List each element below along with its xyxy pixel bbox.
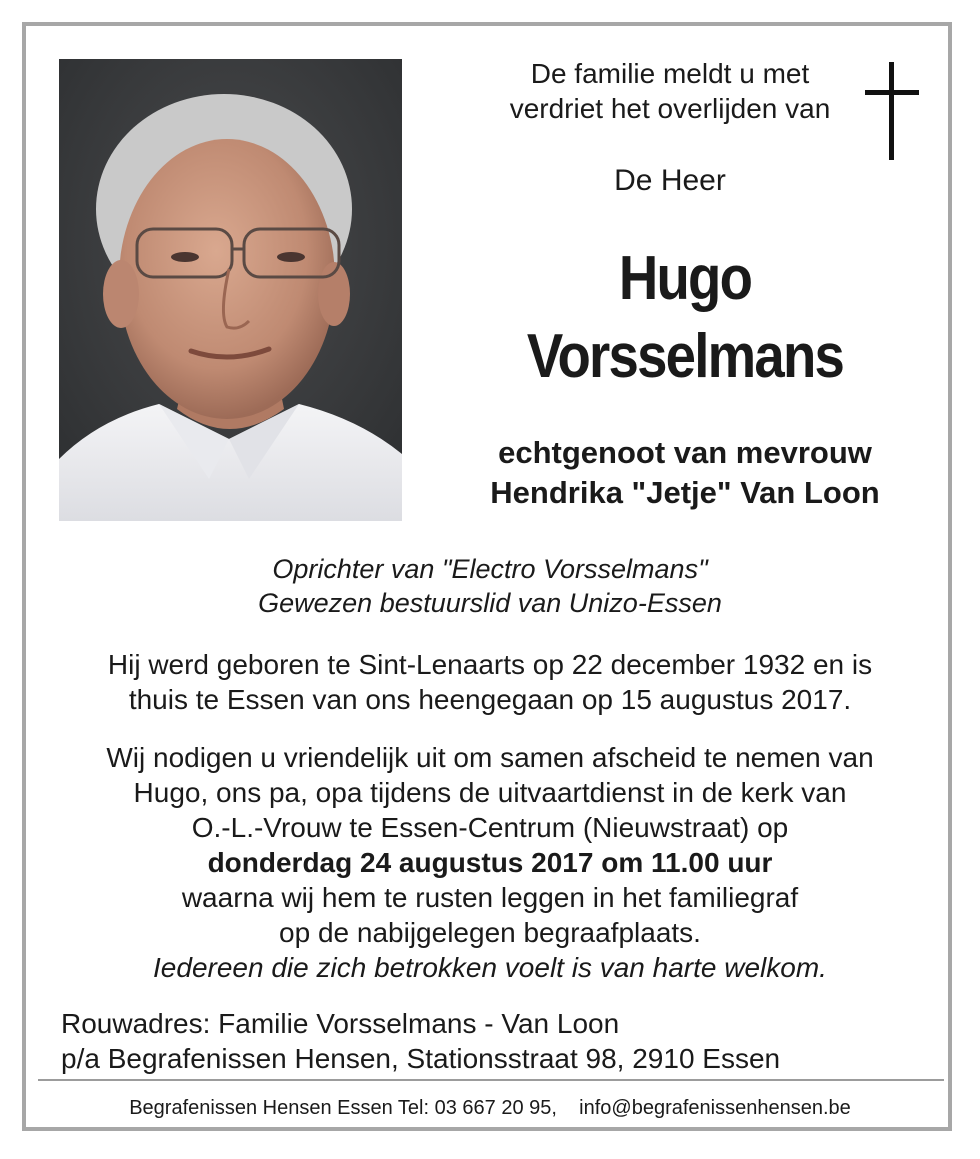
announcement-line-1: De familie meldt u met [530, 58, 810, 89]
invitation-line-2: Hugo, ons pa, opa tijdens de uitvaartdienst in de kerk van [133, 777, 847, 808]
footer-contact: Begrafenissen Hensen Essen Tel: 03 667 20 95, info@begrafenissenhensen.be [129, 1097, 851, 1119]
salutation: De Heer [614, 164, 726, 197]
invitation-line-1: Wij nodigen u vriendelijk uit om samen afscheid te nemen van [106, 742, 874, 773]
birth-death-text [0, 647, 980, 717]
invitation-line-3: O.-L.-Vrouw te Essen-Centrum (Nieuwstraat) op [191, 812, 789, 843]
invitation-line-5: waarna wij hem te rusten leggen in het familiegraf [181, 882, 799, 913]
welcome-line: Iedereen die zich betrokken voelt is van harte welkom. [153, 952, 827, 983]
role-line-1: Oprichter van "Electro Vorsselmans" [272, 554, 708, 584]
address-line-1: Rouwadres: Familie Vorsselmans - Van Loon [61, 1008, 620, 1039]
mourning-address [61, 1006, 941, 1076]
announcement-text [410, 56, 930, 126]
spouse-line-2: Hendrika "Jetje" Van Loon [490, 475, 880, 510]
role-line-2: Gewezen bestuurslid van Unizo-Essen [258, 588, 722, 618]
invitation-line-6: op de nabijgelegen begraafplaats. [279, 917, 701, 948]
funeral-datetime: donderdag 24 augustus 2017 om 11.00 uur [207, 847, 773, 878]
footer-divider [38, 1079, 944, 1081]
funeral-invitation [0, 740, 980, 985]
deceased-first-name: Hugo [618, 244, 752, 313]
deceased-last-name: Vorsselmans [526, 322, 844, 391]
latin-cross-icon [860, 62, 924, 160]
spouse-line-1: echtgenoot van mevrouw [498, 435, 872, 470]
born-line-2: thuis te Essen van ons heengegaan op 15 augustus 2017. [128, 684, 852, 715]
announcement-line-2: verdriet het overlijden van [509, 93, 831, 124]
born-line-1: Hij werd geboren te Sint-Lenaarts op 22 december 1932 en is [107, 649, 873, 680]
spouse-text [410, 433, 960, 513]
roles-text [0, 552, 980, 620]
address-line-2: p/a Begrafenissen Hensen, Stationsstraat 98, 2910 Essen [61, 1043, 781, 1074]
deceased-name [443, 240, 927, 396]
portrait-photo-elderly-man-icon [59, 59, 402, 521]
portrait-photo [59, 59, 402, 521]
